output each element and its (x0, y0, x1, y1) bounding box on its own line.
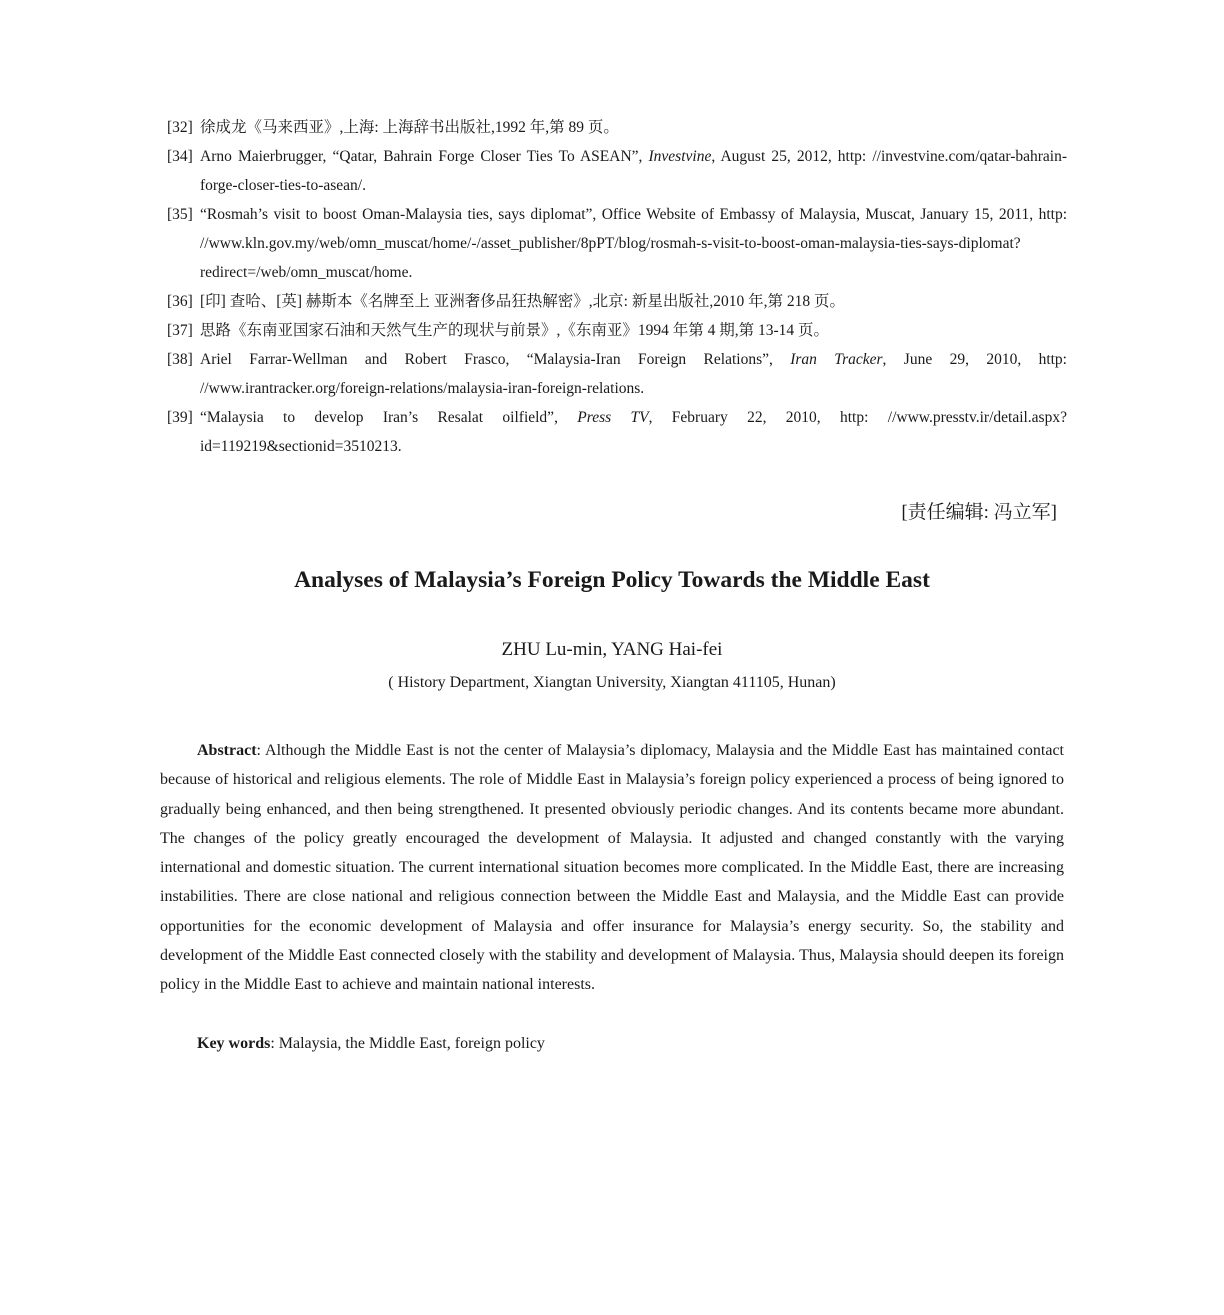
abstract (160, 736, 1064, 1000)
reference-item (167, 316, 1067, 345)
reference-item (167, 142, 1067, 200)
reference-number: [39] (167, 409, 193, 426)
abstract-label: Abstract (197, 742, 257, 759)
reference-number: [37] (167, 322, 193, 339)
abstract-text: : Although the Middle East is not the center of Malaysia’s diplomacy, Malaysia and the Middle East has maintained contact because of historical and religious elements. The role of Middle East in Malaysia’s foreign policy experienced a process of being ignored to gradually being enhanced, and then being strengthened. It presented obviously periodic changes. And its contents became more abundant. The changes of the policy greatly encouraged the development of Malaysia. It adjusted and changed constantly with the varying international and domestic situation. The current international situation becomes more complicated. In the Middle East, there are increasing instabilities. There are close national and religious connection between the Middle East and Malaysia, and the Middle East can provide opportunities for the economic development of Malaysia and offer insurance for Malaysia’s energy security. So, the stability and development of the Middle East connected closely with the stability and development of Malaysia. Thus, Malaysia should deepen its foreign policy in the Middle East to achieve and maintain national interests. (160, 742, 1064, 994)
paper-title: Analyses of Malaysia’s Foreign Policy Towards the Middle East (294, 567, 930, 593)
keywords-label: Key words (197, 1035, 271, 1052)
reference-item (167, 345, 1067, 403)
reference-text: , February 22, 2010, http: //www.presstv.ir/detail.aspx? id=119219&sectionid=3510213. (200, 409, 1067, 455)
reference-item (167, 200, 1067, 287)
reference-number: [35] (167, 206, 193, 223)
references-list (167, 113, 1067, 461)
reference-source: Iran Tracker (790, 351, 883, 368)
reference-item (167, 287, 1067, 316)
reference-text: 思路《东南亚国家石油和天然气生产的现状与前景》,《东南亚》1994 年第 4 期,第 13-14 页。 (200, 322, 830, 339)
responsible-editor: [责任编辑: 冯立军] (901, 502, 1057, 523)
keywords (197, 1029, 1057, 1058)
keywords-text: : Malaysia, the Middle East, foreign policy (270, 1035, 545, 1052)
reference-source: Investvine (648, 148, 712, 165)
reference-number: [32] (167, 119, 193, 136)
reference-text: [印] 查哈、[英] 赫斯本《名牌至上 亚洲奢侈品狂热解密》,北京: 新星出版社,2010 年,第 218 页。 (200, 293, 845, 310)
reference-item (167, 403, 1067, 461)
reference-number: [36] (167, 293, 193, 310)
reference-text: , August 25, 2012, http: //investvine.com/qatar-bahrain-forge-closer-ties-to-asean/. (200, 148, 1067, 194)
reference-text: , June 29, 2010, http: //www.irantracker.org/foreign-relations/malaysia-iran-foreign-relations. (200, 351, 1067, 397)
reference-text: Arno Maierbrugger, “Qatar, Bahrain Forge Closer Ties To ASEAN”, (200, 148, 649, 165)
reference-number: [38] (167, 351, 193, 368)
reference-source: Press TV (577, 409, 649, 426)
reference-number: [34] (167, 148, 193, 165)
reference-text: “Malaysia to develop Iran’s Resalat oilfield”, (200, 409, 578, 426)
reference-item (167, 113, 1067, 142)
affiliation: ( History Department, Xiangtan University, Xiangtan 411105, Hunan) (388, 674, 836, 691)
reference-text: “Rosmah’s visit to boost Oman-Malaysia ties, says diplomat”, Office Website of Embassy of Malaysia, Muscat, January 15, 2011, http: //www.kln.gov.my/web/omn_muscat/home/-/asset_publisher/8pPT/blog/rosmah-s-visit-to-boost-oman-malaysia-ties-says-diplomat? redirect=/web/omn_muscat/home. (200, 206, 1067, 281)
reference-text: 徐成龙《马来西亚》,上海: 上海辞书出版社,1992 年,第 89 页。 (200, 119, 619, 136)
authors: ZHU Lu-min, YANG Hai-fei (501, 639, 723, 660)
reference-text: Ariel Farrar-Wellman and Robert Frasco, “Malaysia-Iran Foreign Relations”, (200, 351, 791, 368)
